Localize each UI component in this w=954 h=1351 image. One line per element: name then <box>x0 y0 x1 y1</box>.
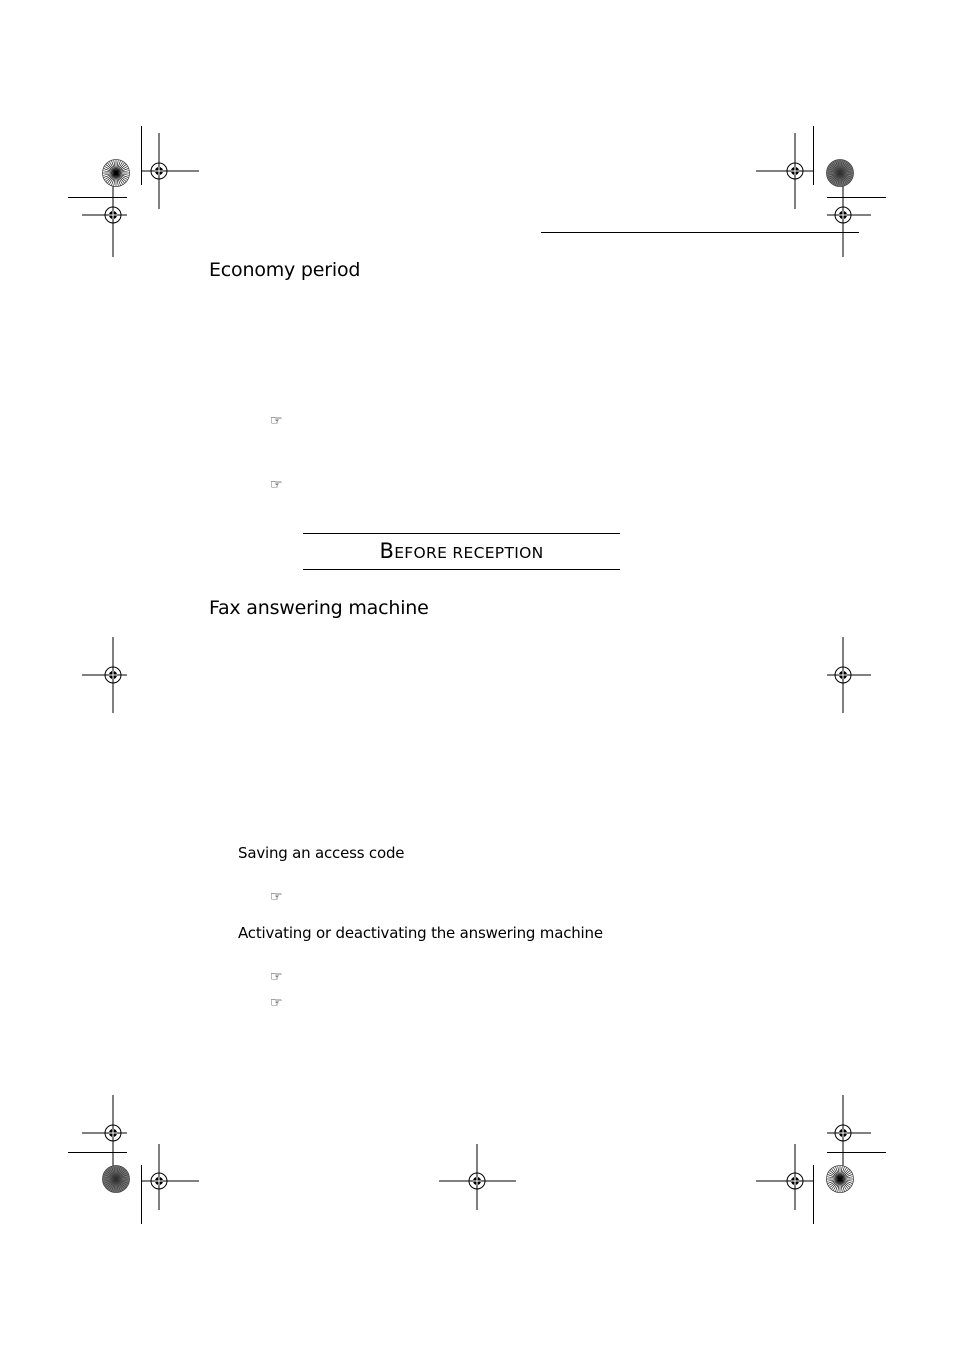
header-rule <box>541 232 859 233</box>
registration-mark-icon <box>439 1144 517 1210</box>
registration-mark-icon <box>141 133 179 209</box>
pointing-hand-icon: ☞ <box>270 995 283 1011</box>
pointing-hand-icon: ☞ <box>270 969 283 985</box>
registration-mark-icon <box>82 637 140 713</box>
registration-mark-icon <box>827 637 875 713</box>
pointing-hand-icon: ☞ <box>270 889 283 905</box>
registration-mark-icon <box>756 133 814 209</box>
registration-mark-icon <box>827 1095 875 1171</box>
pointing-hand-icon: ☞ <box>270 413 283 429</box>
heading-economy-period: Economy period <box>209 259 361 281</box>
registration-mark-icon <box>82 177 140 257</box>
registration-mark-icon <box>141 1144 199 1210</box>
registration-mark-icon <box>827 177 875 257</box>
registration-mark-icon <box>82 1095 140 1171</box>
color-registration-target-icon <box>825 158 855 188</box>
registration-mark-icon <box>756 1144 814 1210</box>
subheading-activating-answering-machine: Activating or deactivating the answering machine <box>238 924 603 942</box>
color-registration-target-icon <box>101 158 131 188</box>
color-registration-target-icon <box>825 1164 855 1194</box>
section-title <box>303 534 620 569</box>
heading-fax-answering-machine: Fax answering machine <box>209 597 429 619</box>
section-title-rest: EFORE RECEPTION <box>394 544 544 562</box>
section-title-initial: B <box>379 539 395 563</box>
color-registration-target-icon <box>101 1164 131 1194</box>
subheading-saving-access-code: Saving an access code <box>238 844 405 862</box>
section-rule-bottom <box>303 569 620 570</box>
pointing-hand-icon: ☞ <box>270 477 283 493</box>
